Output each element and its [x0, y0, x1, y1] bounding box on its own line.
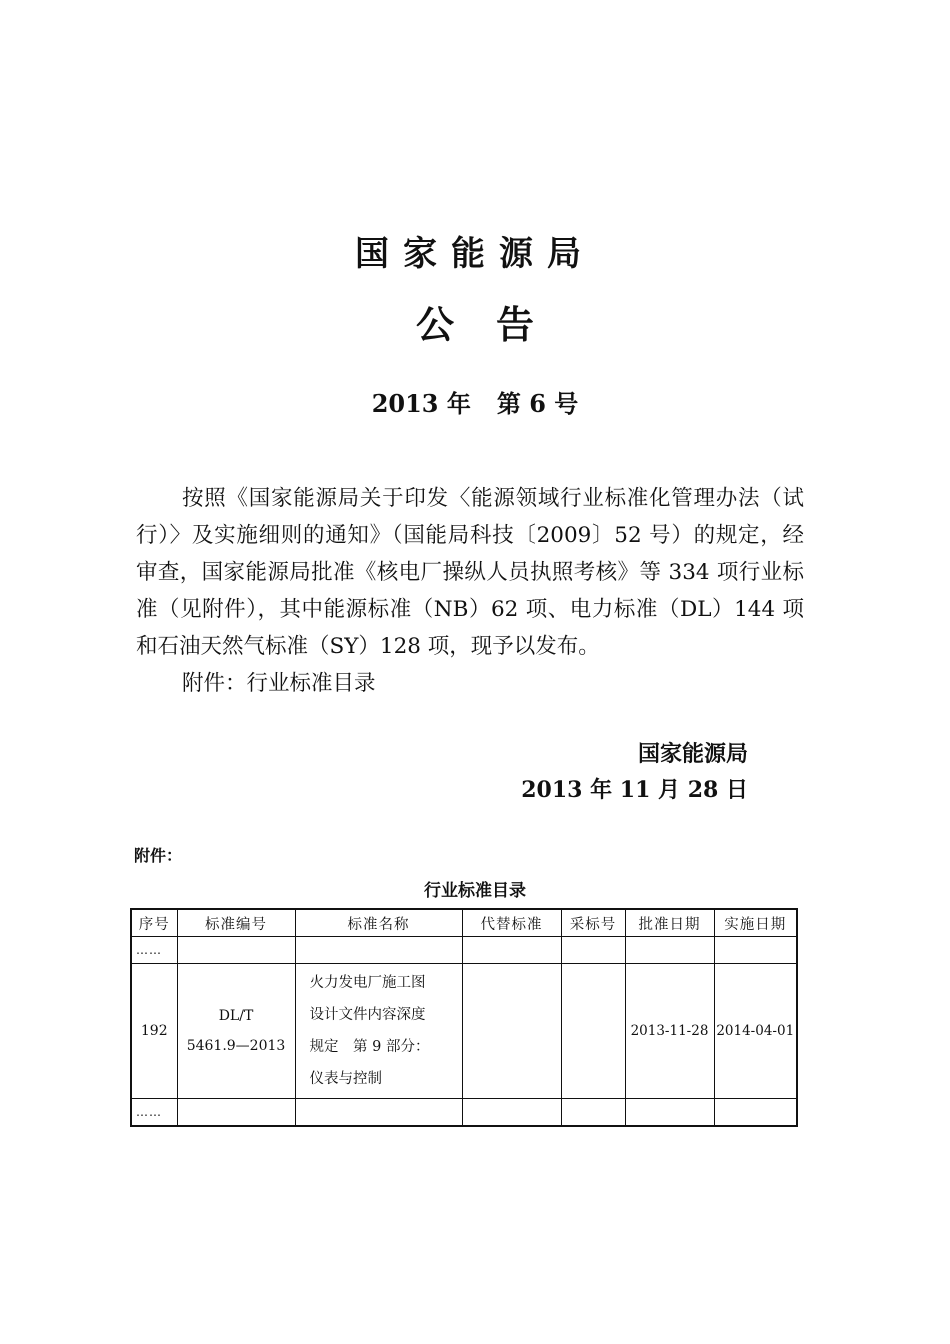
- notice-paragraph: 按照《国家能源局关于印发〈能源领域行业标准化管理办法（试行）〉及实施细则的通知》（国能局科技〔2009〕52 号）的规定，经审查，国家能源局批准《核电厂操纵人员执照考核》等 334 项行业标准（见附件），其中能源标准（NB）62 项、电力标准（DL）144 项和石油天然气标准（SY）128 项，现予以发布。: [136, 486, 804, 659]
- ellipsis-cell: ……: [131, 1099, 177, 1127]
- notice-title: 公告: [415, 303, 576, 347]
- ellipsis-cell: ……: [131, 937, 177, 964]
- cell-name: [295, 964, 462, 1099]
- col-header-adopted: 采标号: [561, 909, 625, 937]
- cell-name-line4: 仪表与控制: [309, 1071, 382, 1087]
- cell-code: [177, 964, 295, 1099]
- col-header-effective: 实施日期: [714, 909, 797, 937]
- cell-seq: 192: [131, 964, 177, 1099]
- cell-name-line1: 火力发电厂施工图: [309, 975, 426, 991]
- table-title: 行业标准目录: [424, 881, 526, 901]
- cell-replaces: [462, 964, 561, 1099]
- cell-name-line2: 设计文件内容深度: [309, 1007, 426, 1023]
- issue-sequence: 第 6 号: [496, 389, 579, 418]
- cell-effective: 2014-04-01: [714, 964, 797, 1099]
- cell-code-line1: DL/T: [218, 1008, 254, 1024]
- issue-year: 2013 年: [371, 389, 471, 418]
- col-header-code: 标准编号: [177, 909, 295, 937]
- signature-issuer: 国家能源局: [637, 742, 748, 767]
- cell-adopted: [561, 964, 625, 1099]
- notice-body: [136, 480, 804, 702]
- appendix-label: 附件：: [134, 846, 183, 865]
- cell-name-line3: 规定 第 9 部分：: [309, 1039, 430, 1055]
- issue-number: [0, 384, 950, 419]
- standards-table: [130, 908, 798, 1127]
- col-header-approved: 批准日期: [625, 909, 714, 937]
- col-header-seq: 序号: [131, 909, 177, 937]
- col-header-name: 标准名称: [295, 909, 462, 937]
- col-header-replaces: 代替标准: [462, 909, 561, 937]
- attachment-line: 附件：行业标准目录: [182, 671, 376, 696]
- cell-approved: 2013-11-28: [625, 964, 714, 1099]
- signature-date: 2013 年 11 月 28 日: [521, 777, 748, 803]
- table-header-row: [131, 909, 797, 937]
- agency-title: 国家能源局: [355, 234, 595, 274]
- table-row-ellipsis: [131, 1099, 797, 1127]
- table-row-ellipsis: [131, 937, 797, 964]
- cell-code-line2: 5461.9—2013: [186, 1038, 286, 1054]
- table-row: [131, 964, 797, 1099]
